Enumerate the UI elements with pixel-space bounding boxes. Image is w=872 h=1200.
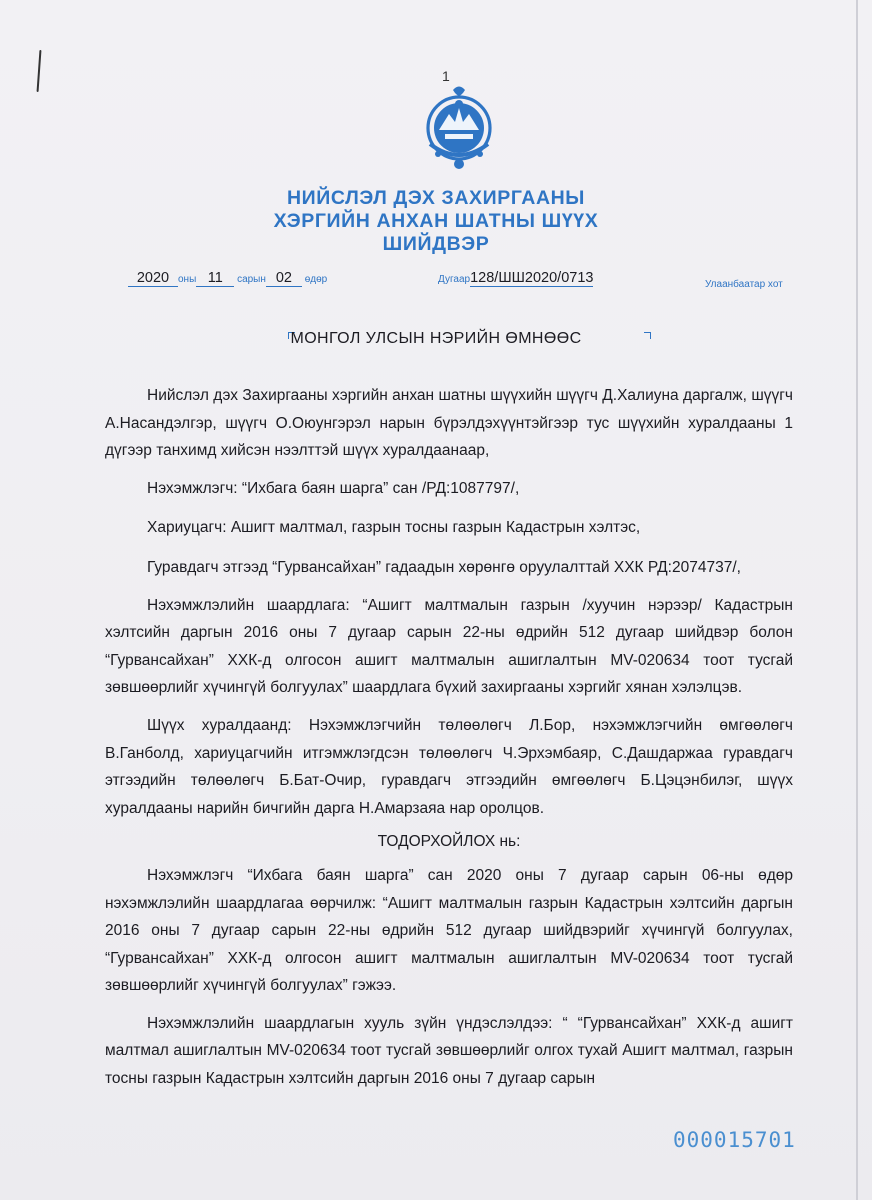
decision-meta [0,270,872,292]
paragraph-claim: Нэхэмжлэлийн шаардлага: “Ашигт малтмалын газрын /хуучин нэрээр/ Кадастрын хэлтсийн даргын 2016 оны 7 дугаар сарын 22-ны өдрийн 512 дугаар шийдвэр болон “Гурвансайхан” ХХК-д олгосон ашигт малтмалын ашиглалтын MV-020634 тоот тусгай зөвшөөрлийг хүчингүй болгуулах” шаардлага бүхий захиргааны хэргийг хянан хэлэлцэв. [105,596,793,697]
court-name [0,187,872,256]
state-emblem-icon [425,84,493,174]
document-body [105,382,793,1093]
pen-mark [37,50,42,92]
month-suffix: сарын [237,274,266,285]
paragraph-claim-change: Нэхэмжлэгч “Ихбага баян шарга” сан 2020 оны 7 дугаар сарын 06-ны өдөр нэхэмжлэлийн шаардлагаа өөрчилж: “Ашигт малтмалын газрын Кадастрын хэлтсийн даргын 2016 оны 7 дугаар сарын 22-ны өдрийн 512 дугаар шийдвэрийг хүчингүй болгуулах, “Гурвансайхан” ХХК-д олгосон ашигт малтмалын ашиглалтын MV-020634 тоот тусгай зөвшөөрлийг хүчингүй болгуулах” гэжээ. [105,866,793,995]
decision-day: 02 [275,270,292,286]
serial-number-stamp: 000015701 [673,1128,796,1152]
decision-number [438,270,593,287]
page-number: 1 [442,68,450,84]
paragraph-court-composition: Нийслэл дэх Захиргааны хэргийн анхан шатны шүүхийн шүүгч Д.Халиуна даргалж, шүүгч А.Насандэлгэр, шүүгч О.Оюунгэрэл нарын бүрэлдэхүүнтэйгээр тус шүүхийн хуралдааны 1 дүгээр танхимд хийсэн нээлттэй шүүх хуралдаанаар, [105,387,793,460]
court-name-line-1: НИЙСЛЭЛ ДЭХ ЗАХИРГААНЫ [286,187,586,209]
year-suffix: оны [178,274,197,285]
day-suffix: өдөр [304,274,328,285]
paragraph-participants: Шүүх хуралдаанд: Нэхэмжлэгчийн төлөөлөгч Л.Бор, нэхэмжлэгчийн өмгөөлөгч В.Ганболд, хариуцагчийн итгэмжлэгдсэн төлөөлөгч Ч.Эрхэмбаяр, С.Дашдаржаа гуравдагч этгээдийн төлөөлөгч Б.Бат-Очир, гуравдагч этгээдийн өмгөөлөгч Б.Цэцэнбилэг, шүүх хуралдааны нарийн бичгийн дарга Н.Амарзаяа нар оролцов. [105,716,793,817]
decision-city: Улаанбаатар хот [705,279,783,290]
page-edge [856,0,858,1200]
decision-date [128,270,327,287]
paragraph-defendant: Хариуцагч: Ашигт малтмал, газрын тосны газрын Кадастрын хэлтэс, [147,519,641,537]
paragraph-plaintiff: Нэхэмжлэгч: “Ихбага баян шарга” сан /РД:1087797/, [147,479,520,497]
decision-year: 2020 [136,270,170,286]
section-title: ТОДОРХОЙЛОХ нь: [377,833,521,851]
paragraph-legal-basis: Нэхэмжлэлийн шаардлагын хууль зүйн үндэслэлдээ: “ “Гурвансайхан” ХХК-д ашигт малтмал ашиглалтын MV-020634 тоот тусгай зөвшөөрлийг олгох тухай Ашигт малтмал, газрын тосны газрын Кадастрын хэлтсийн даргын 2016 оны 7 дугаар сарын [105,1014,793,1088]
document-type: ШИЙДВЭР [382,233,490,255]
court-name-line-2: ХЭРГИЙН АНХАН ШАТНЫ ШҮҮХ [273,210,599,232]
decision-number-value: 128/ШШ2020/0713 [470,270,594,286]
decision-month: 11 [207,270,223,286]
paragraph-third-party: Гуравдагч этгээд “Гурвансайхан” гадаадын хөрөнгө оруулалттай ХХК РД:2074737/, [147,558,741,576]
number-label: Дугаар [438,274,471,285]
document-heading: МОНГОЛ УЛСЫН НЭРИЙН ӨМНӨӨС [290,330,582,347]
